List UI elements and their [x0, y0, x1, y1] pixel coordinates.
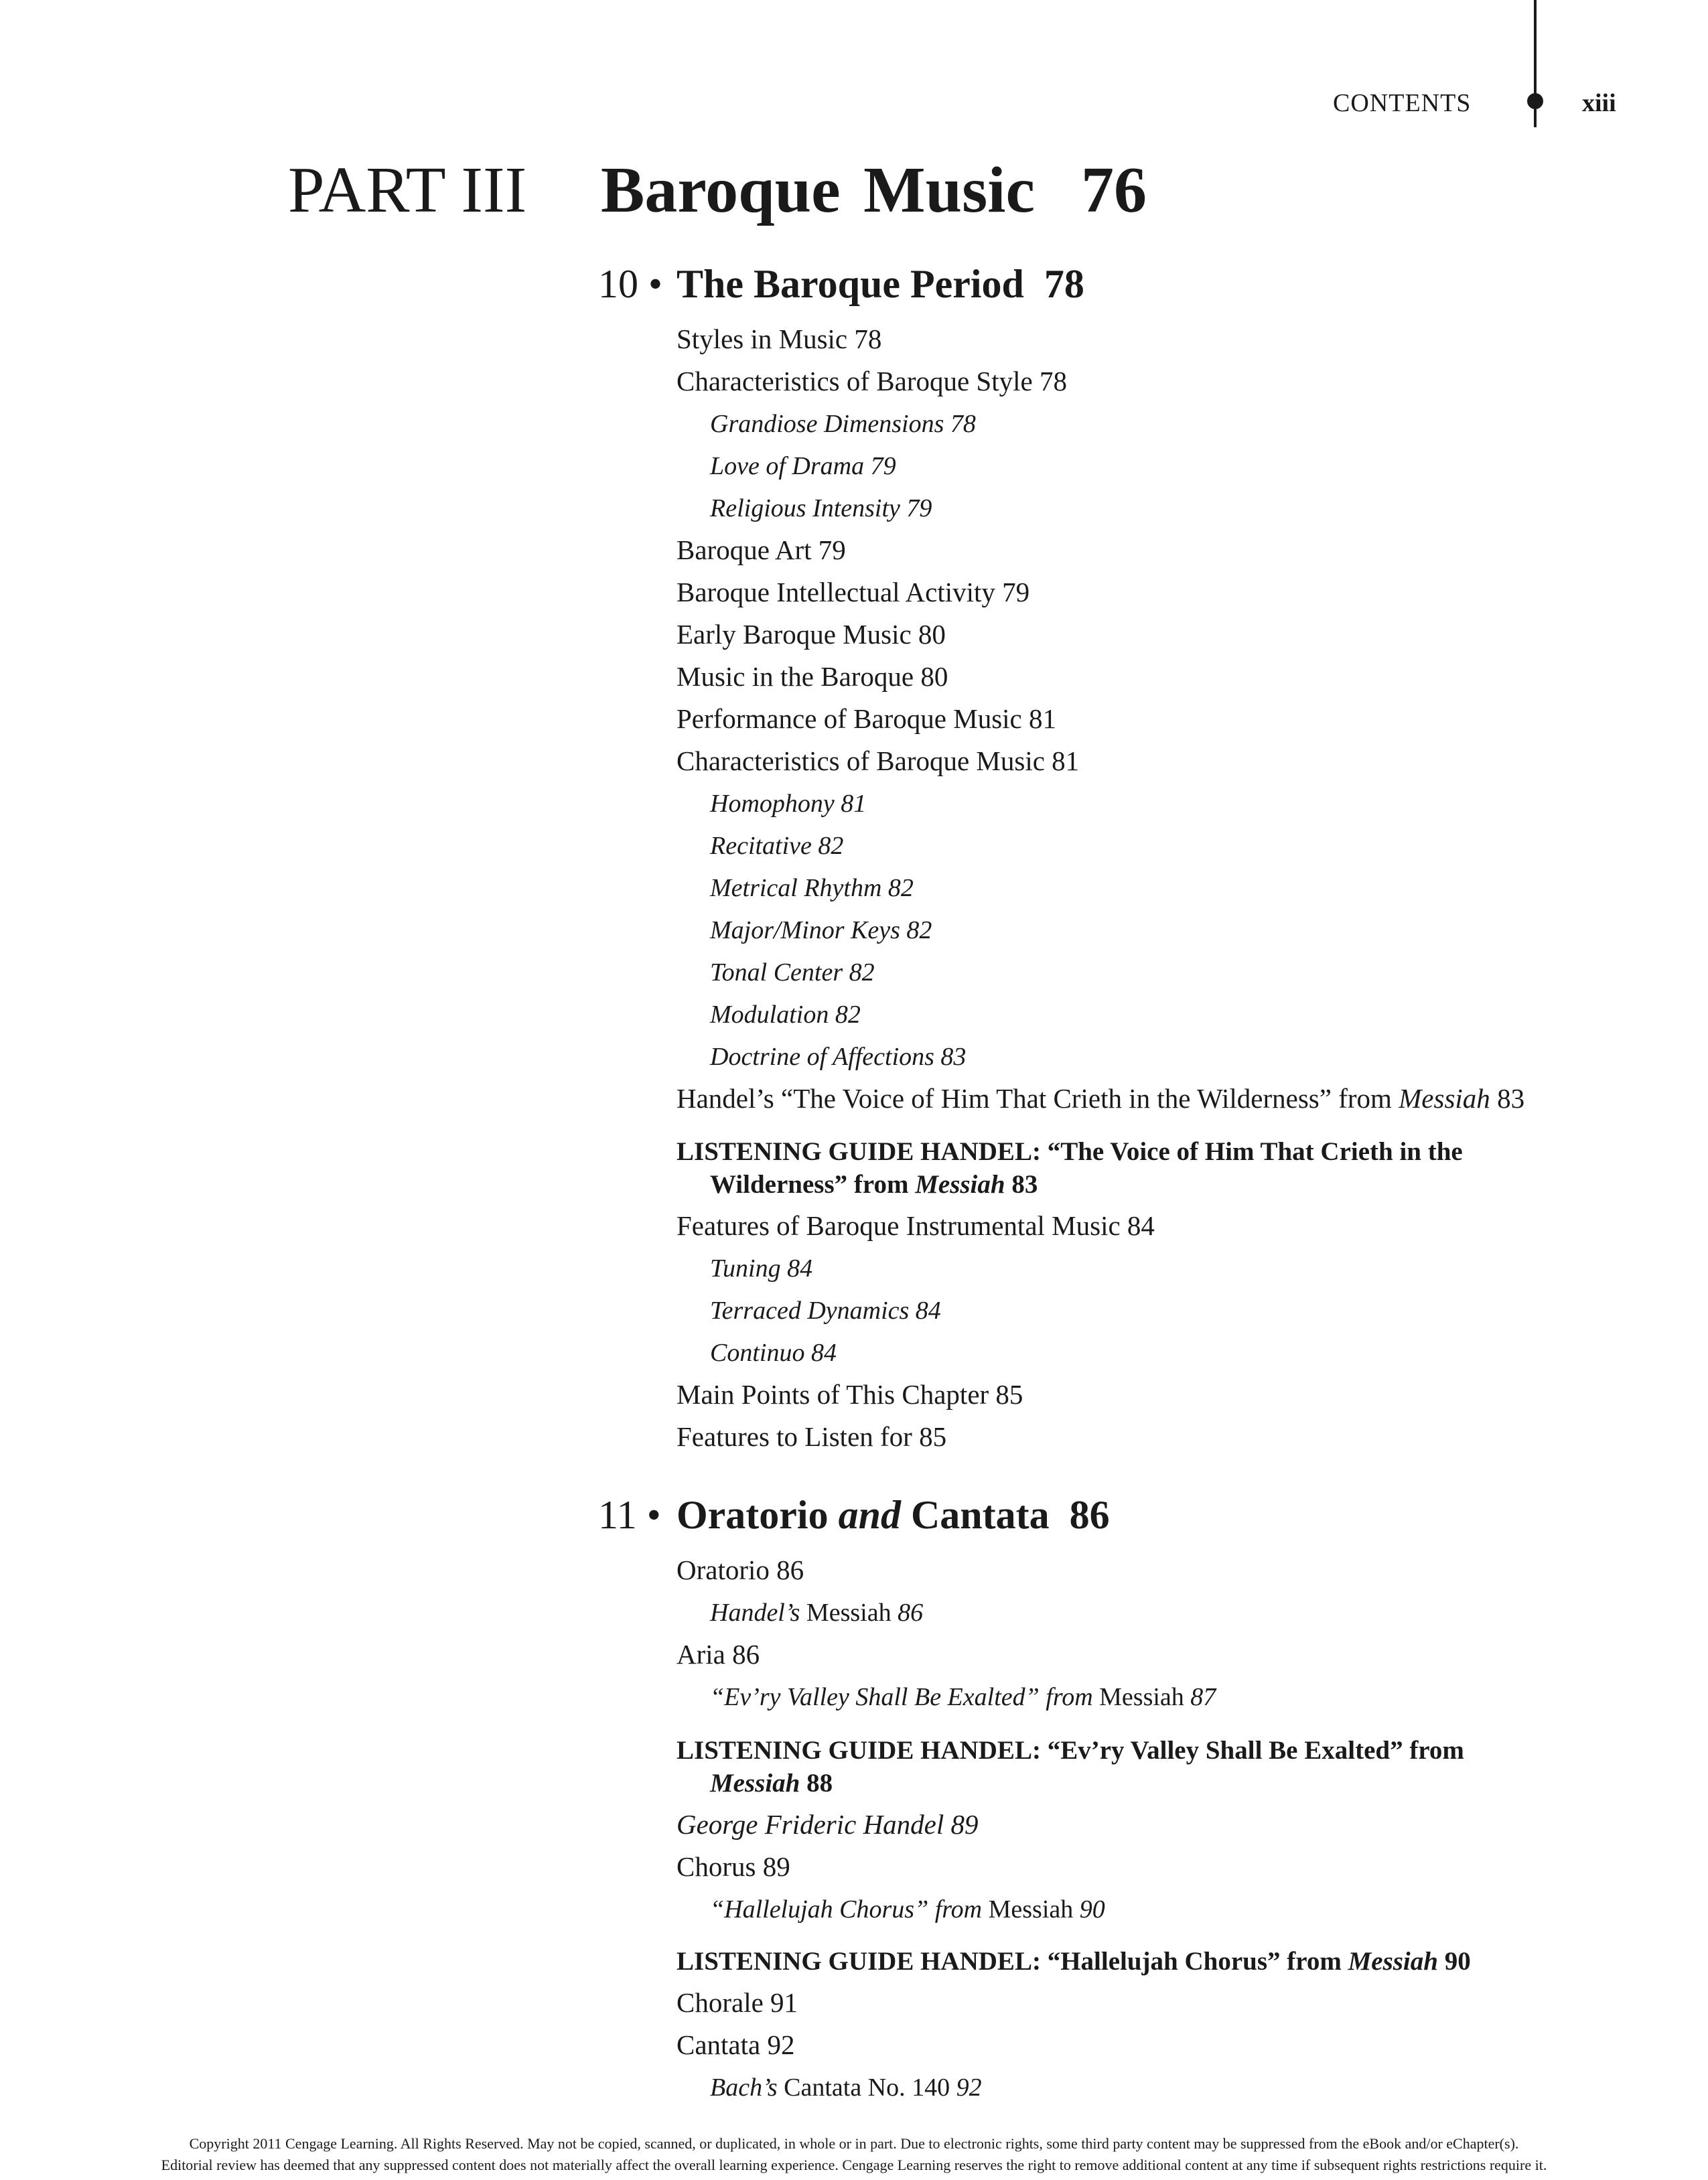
copyright-line-1: Copyright 2011 Cengage Learning. All Rights Reserved. May not be copied, scanned, or duplicated, in whole or in part. Due to electronic rights, some third party content may be suppressed from the eBook and/or eChapter(s).	[189, 2135, 1519, 2152]
entry-text: Handel’s “The Voice of Him That Crieth in the Wilderness” from	[677, 1083, 1399, 1114]
toc-entry[interactable]: Performance of Baroque Music 81	[677, 703, 1056, 734]
entry-page: 90	[1437, 1947, 1471, 1976]
chapter-title-text: Cantata	[900, 1493, 1050, 1537]
entry-text: Handel’s	[710, 1599, 806, 1627]
toc-entry[interactable]: Styles in Music 78	[677, 323, 882, 354]
toc-subentry[interactable]: Tuning 84	[710, 1254, 813, 1283]
bullet: •	[646, 1493, 661, 1537]
chapter-10-number	[598, 261, 662, 307]
toc-entry[interactable]: Oratorio 86	[677, 1554, 804, 1585]
toc-entry[interactable]: Features of Baroque Instrumental Music 84	[677, 1210, 1155, 1241]
toc-subentry-handels-messiah[interactable]	[710, 1598, 923, 1627]
chapter-11-title	[677, 1492, 1110, 1538]
toc-entry[interactable]: Baroque Intellectual Activity 79	[677, 577, 1030, 607]
toc-entry[interactable]: Early Baroque Music 80	[677, 619, 946, 650]
toc-subentry[interactable]: Terraced Dynamics 84	[710, 1297, 941, 1325]
chapter-11-number	[598, 1492, 661, 1538]
entry-italic: Messiah	[710, 1769, 800, 1798]
entry-roman: Messiah	[988, 1895, 1074, 1923]
bullet: •	[648, 262, 663, 306]
toc-subentry[interactable]: Doctrine of Affections 83	[710, 1043, 967, 1071]
toc-entry[interactable]: Features to Listen for 85	[677, 1421, 947, 1452]
entry-text: Wilderness” from	[710, 1170, 916, 1199]
entry-italic: Messiah	[1348, 1947, 1438, 1976]
chapter-title-text: Oratorio	[677, 1493, 839, 1537]
toc-subentry[interactable]: Grandiose Dimensions 78	[710, 410, 976, 438]
chapter-title-text: The Baroque Period	[677, 262, 1024, 306]
toc-entry[interactable]: Characteristics of Baroque Music 81	[677, 745, 1080, 776]
listening-guide-1-line2[interactable]	[710, 1169, 1038, 1200]
toc-subentry[interactable]: Love of Drama 79	[710, 452, 896, 480]
toc-entry[interactable]: Main Points of This Chapter 85	[677, 1379, 1023, 1410]
toc-entry[interactable]: Baroque Art 79	[677, 534, 846, 565]
toc-subentry-bach-cantata[interactable]	[710, 2073, 982, 2102]
entry-page: 92	[950, 2074, 982, 2102]
header-rule-dot	[1527, 93, 1543, 109]
listening-guide-1-line1[interactable]: LISTENING GUIDE HANDEL: “The Voice of Him That Crieth in the	[677, 1137, 1463, 1166]
entry-roman: Messiah	[1099, 1683, 1184, 1711]
toc-subentry[interactable]: Metrical Rhythm 82	[710, 874, 914, 902]
part-label: PART III	[288, 154, 527, 226]
entry-page: 83	[1005, 1170, 1038, 1199]
chapter-title-italic: and	[838, 1493, 901, 1537]
listening-guide-2-line1[interactable]: LISTENING GUIDE HANDEL: “Ev’ry Valley Shall Be Exalted” from	[677, 1736, 1464, 1765]
chapter-page: 78	[1044, 262, 1084, 306]
chapter-number: 11	[598, 1493, 637, 1537]
copyright-line-2: Editorial review has deemed that any suppressed content does not materially affect the overall learning experience. Cengage Learning reserves the right to remove additional content at any time if subsequent rights restrictions require it.	[161, 2157, 1547, 2173]
entry-page: 88	[800, 1769, 833, 1798]
entry-italic: Messiah	[915, 1170, 1005, 1199]
toc-subentry[interactable]: Tonal Center 82	[710, 958, 875, 987]
toc-entry[interactable]: Cantata 92	[677, 2029, 795, 2060]
entry-text: LISTENING GUIDE HANDEL: “Hallelujah Chorus” from	[677, 1947, 1348, 1976]
entry-page: 83	[1490, 1083, 1525, 1114]
chapter-10-title	[677, 261, 1084, 307]
toc-subentry[interactable]: Religious Intensity 79	[710, 494, 932, 522]
part-page: 76	[1080, 154, 1147, 226]
toc-subentry-evry-valley[interactable]	[710, 1682, 1216, 1712]
running-head: CONTENTS	[1333, 89, 1472, 117]
entry-page: 87	[1184, 1683, 1216, 1711]
toc-entry-handel-bio[interactable]: George Frideric Handel 89	[677, 1809, 979, 1840]
part-title	[601, 153, 1147, 228]
entry-text: “Ev’ry Valley Shall Be Exalted” from	[710, 1683, 1100, 1711]
toc-subentry[interactable]: Recitative 82	[710, 832, 844, 860]
entry-text: Bach’s	[710, 2074, 784, 2102]
entry-roman: Cantata No. 140	[784, 2074, 950, 2102]
entry-italic: Messiah	[1399, 1083, 1490, 1114]
toc-subentry[interactable]: Continuo 84	[710, 1339, 837, 1367]
page-number: xiii	[1582, 89, 1616, 117]
part-title-text: Baroque Music	[601, 154, 1035, 226]
toc-subentry-hallelujah[interactable]	[710, 1895, 1105, 1924]
entry-roman: Messiah	[806, 1599, 892, 1627]
toc-entry-handel-voice[interactable]	[677, 1082, 1524, 1114]
listening-guide-2-line2[interactable]	[710, 1768, 833, 1798]
toc-entry[interactable]: Characteristics of Baroque Style 78	[677, 366, 1067, 396]
toc-entry[interactable]: Chorale 91	[677, 1987, 798, 2018]
toc-subentry[interactable]: Modulation 82	[710, 1001, 861, 1029]
listening-guide-3[interactable]	[677, 1946, 1471, 1976]
toc-subentry[interactable]: Homophony 81	[710, 790, 867, 818]
entry-page: 90	[1073, 1895, 1105, 1923]
entry-page: 86	[891, 1599, 924, 1627]
toc-entry[interactable]: Music in the Baroque 80	[677, 661, 948, 692]
toc-entry[interactable]: Aria 86	[677, 1639, 760, 1670]
toc-subentry[interactable]: Major/Minor Keys 82	[710, 916, 932, 944]
toc-entry[interactable]: Chorus 89	[677, 1851, 790, 1882]
entry-text: “Hallelujah Chorus” from	[710, 1895, 989, 1923]
chapter-page: 86	[1069, 1493, 1110, 1537]
chapter-number: 10	[598, 262, 638, 306]
